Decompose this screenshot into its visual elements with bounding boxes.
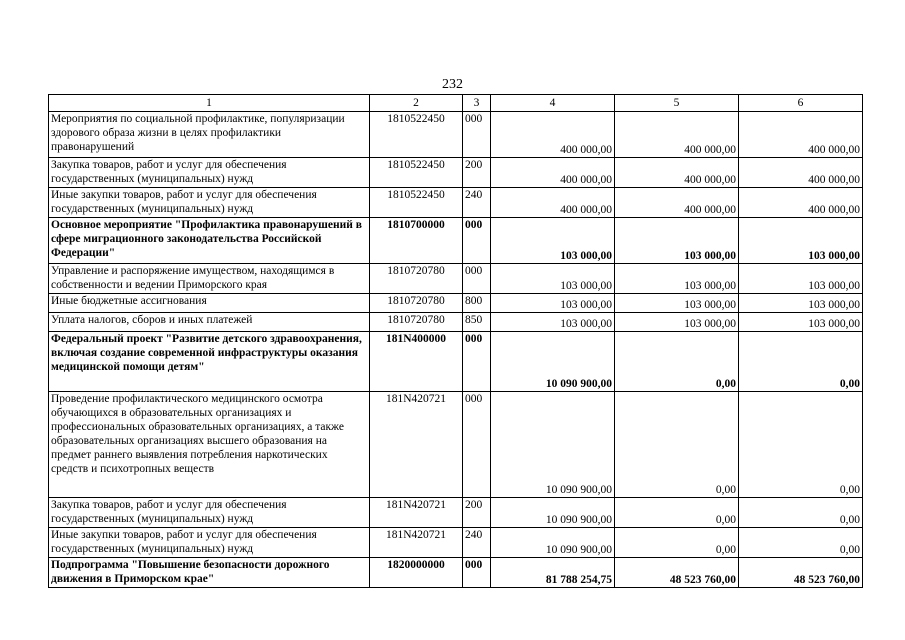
table-row — [49, 313, 863, 332]
row-value-col-5: 48 523 760,00 — [615, 558, 739, 588]
row-code: 181N420721 — [370, 392, 463, 498]
row-value-col-4: 103 000,00 — [491, 313, 615, 332]
table-row — [49, 332, 863, 392]
row-value-col-4: 103 000,00 — [491, 264, 615, 294]
table-row — [49, 218, 863, 264]
header-col-4: 4 — [491, 95, 615, 112]
row-value-col-6: 400 000,00 — [739, 188, 863, 218]
row-value-col-6: 0,00 — [739, 528, 863, 558]
row-code: 1810720780 — [370, 313, 463, 332]
row-value-col-4: 10 090 900,00 — [491, 498, 615, 528]
table-row — [49, 112, 863, 158]
row-expense-type: 000 — [463, 392, 491, 498]
row-code: 1810720780 — [370, 294, 463, 313]
header-col-1: 1 — [49, 95, 370, 112]
row-expense-type: 240 — [463, 188, 491, 218]
row-value-col-6: 0,00 — [739, 498, 863, 528]
row-expense-type: 240 — [463, 528, 491, 558]
row-value-col-5: 400 000,00 — [615, 112, 739, 158]
row-expense-type: 800 — [463, 294, 491, 313]
row-value-col-6: 48 523 760,00 — [739, 558, 863, 588]
row-value-col-6: 103 000,00 — [739, 264, 863, 294]
table-row — [49, 158, 863, 188]
row-value-col-5: 0,00 — [615, 392, 739, 498]
row-name: Основное мероприятие "Профилактика правонарушений в сфере миграционного законодательства Российской Федерации" — [49, 218, 370, 264]
table-row — [49, 558, 863, 588]
row-code: 1810522450 — [370, 158, 463, 188]
row-value-col-5: 103 000,00 — [615, 313, 739, 332]
header-col-3: 3 — [463, 95, 491, 112]
row-code: 181N420721 — [370, 528, 463, 558]
row-value-col-6: 0,00 — [739, 392, 863, 498]
row-value-col-5: 0,00 — [615, 528, 739, 558]
row-name: Мероприятия по социальной профилактике, популяризации здорового образа жизни в целях профилактики правонарушений — [49, 112, 370, 158]
budget-table-body — [49, 95, 863, 588]
row-value-col-4: 10 090 900,00 — [491, 528, 615, 558]
row-value-col-4: 400 000,00 — [491, 158, 615, 188]
header-col-6: 6 — [739, 95, 863, 112]
row-value-col-5: 103 000,00 — [615, 218, 739, 264]
header-col-2: 2 — [370, 95, 463, 112]
row-name: Уплата налогов, сборов и иных платежей — [49, 313, 370, 332]
row-value-col-6: 400 000,00 — [739, 112, 863, 158]
table-row — [49, 528, 863, 558]
table-row — [49, 392, 863, 498]
table-row — [49, 498, 863, 528]
row-expense-type: 000 — [463, 558, 491, 588]
row-name: Иные закупки товаров, работ и услуг для обеспечения государственных (муниципальных) нужд — [49, 188, 370, 218]
row-value-col-4: 400 000,00 — [491, 112, 615, 158]
row-name: Федеральный проект "Развитие детского здравоохранения, включая создание современной инфраструктуры оказания медицинской помощи детям" — [49, 332, 370, 392]
row-value-col-4: 400 000,00 — [491, 188, 615, 218]
row-value-col-6: 0,00 — [739, 332, 863, 392]
row-name: Проведение профилактического медицинского осмотра обучающихся в образовательных организациях и профессиональных образовательных организациях, а также образовательных организациях высшего образования на предмет раннего выявления потребления наркотических средств и психотропных веществ — [49, 392, 370, 498]
row-value-col-5: 400 000,00 — [615, 158, 739, 188]
row-expense-type: 200 — [463, 158, 491, 188]
row-name: Закупка товаров, работ и услуг для обеспечения государственных (муниципальных) нужд — [49, 498, 370, 528]
row-value-col-4: 10 090 900,00 — [491, 332, 615, 392]
row-code: 1810522450 — [370, 188, 463, 218]
table-row — [49, 264, 863, 294]
budget-table — [48, 94, 863, 588]
row-value-col-6: 103 000,00 — [739, 313, 863, 332]
row-name: Иные бюджетные ассигнования — [49, 294, 370, 313]
row-name: Закупка товаров, работ и услуг для обеспечения государственных (муниципальных) нужд — [49, 158, 370, 188]
row-value-col-6: 400 000,00 — [739, 158, 863, 188]
row-code: 1810700000 — [370, 218, 463, 264]
row-name: Подпрограмма "Повышение безопасности дорожного движения в Приморском крае" — [49, 558, 370, 588]
row-value-col-4: 10 090 900,00 — [491, 392, 615, 498]
row-value-col-4: 103 000,00 — [491, 218, 615, 264]
row-name: Управление и распоряжение имуществом, находящимся в собственности и ведении Приморского края — [49, 264, 370, 294]
row-value-col-4: 103 000,00 — [491, 294, 615, 313]
row-expense-type: 000 — [463, 264, 491, 294]
row-expense-type: 000 — [463, 112, 491, 158]
row-code: 1820000000 — [370, 558, 463, 588]
row-code: 1810720780 — [370, 264, 463, 294]
row-code: 1810522450 — [370, 112, 463, 158]
table-row — [49, 188, 863, 218]
row-value-col-6: 103 000,00 — [739, 218, 863, 264]
row-expense-type: 200 — [463, 498, 491, 528]
row-value-col-4: 81 788 254,75 — [491, 558, 615, 588]
row-value-col-5: 103 000,00 — [615, 264, 739, 294]
row-value-col-5: 400 000,00 — [615, 188, 739, 218]
table-row — [49, 294, 863, 313]
page-number: 232 — [442, 77, 463, 92]
row-name: Иные закупки товаров, работ и услуг для обеспечения государственных (муниципальных) нужд — [49, 528, 370, 558]
header-col-5: 5 — [615, 95, 739, 112]
table-header-row — [49, 95, 863, 112]
row-value-col-5: 0,00 — [615, 332, 739, 392]
row-code: 181N400000 — [370, 332, 463, 392]
row-expense-type: 000 — [463, 218, 491, 264]
row-expense-type: 850 — [463, 313, 491, 332]
row-code: 181N420721 — [370, 498, 463, 528]
row-expense-type: 000 — [463, 332, 491, 392]
row-value-col-6: 103 000,00 — [739, 294, 863, 313]
row-value-col-5: 103 000,00 — [615, 294, 739, 313]
row-value-col-5: 0,00 — [615, 498, 739, 528]
